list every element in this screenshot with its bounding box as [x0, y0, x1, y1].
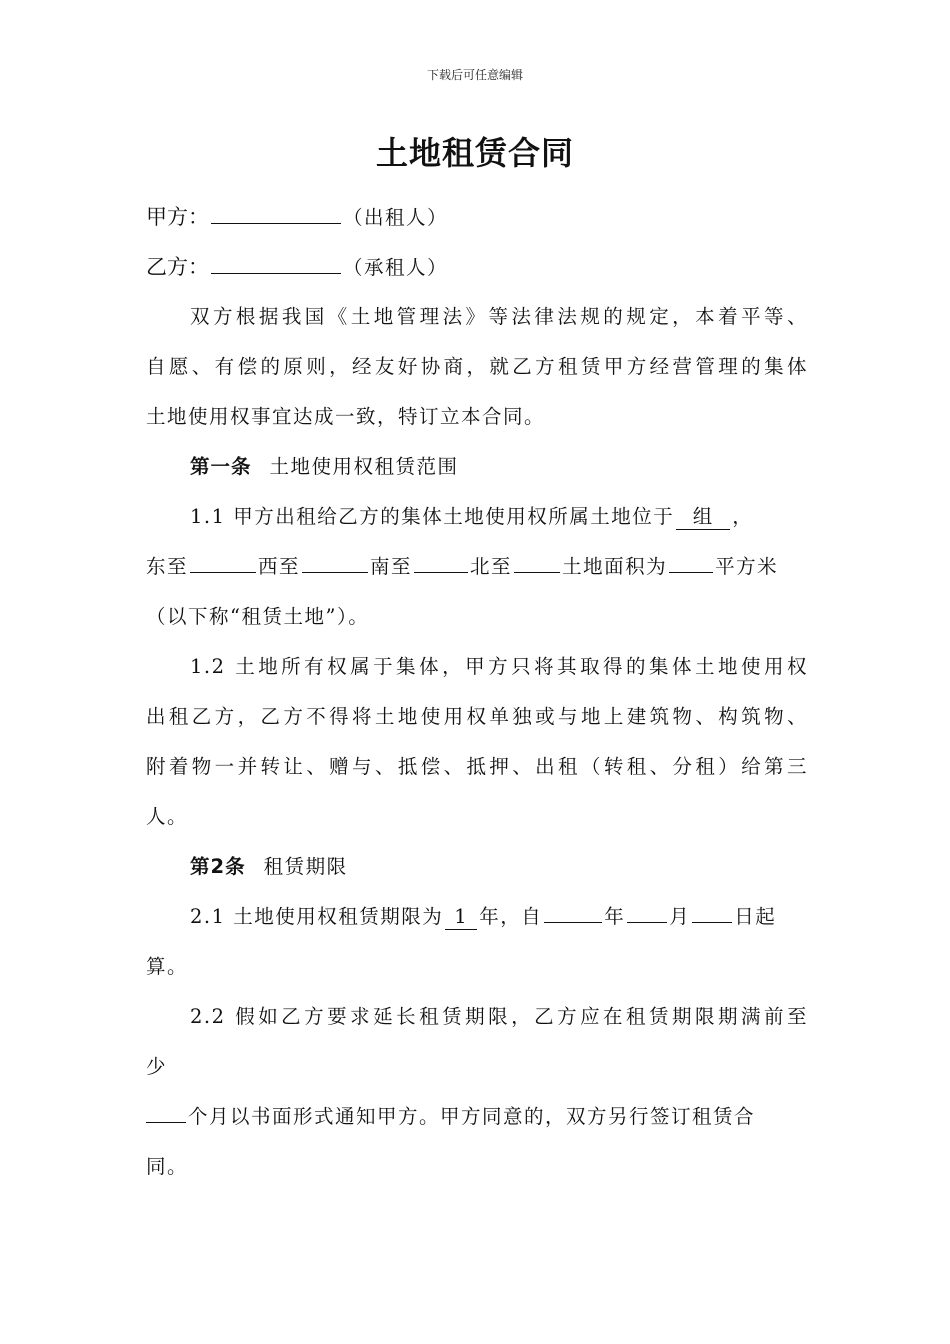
- article1-number: 第一条: [190, 455, 252, 478]
- party-a-blank: [211, 199, 341, 224]
- year-label: 年: [604, 905, 626, 928]
- month-label: 月: [669, 905, 691, 928]
- clause-1-1-prefix: 1.1 甲方出租给乙方的集体土地使用权所属土地位于: [190, 505, 675, 528]
- preamble-line-1: 双方根据我国《土地管理法》等法律法规的规定，本着平等、: [190, 305, 808, 328]
- clause-2-2-line-2: 少: [146, 1055, 168, 1078]
- day-label: 日起: [734, 905, 777, 928]
- north-blank: [514, 548, 560, 573]
- south-blank: [414, 548, 468, 573]
- north-label: 北至: [470, 555, 513, 578]
- area-label: 土地面积为: [562, 555, 668, 578]
- party-a-label: 甲方：: [146, 205, 209, 229]
- article2-number: 第2条: [190, 855, 246, 878]
- notice-months-blank: [146, 1098, 186, 1123]
- clause-1-1-line-2: [146, 542, 808, 592]
- east-blank: [190, 548, 256, 573]
- party-b-label: 乙方：: [146, 255, 209, 279]
- clause-2-1-prefix: 2.1 土地使用权租赁期限为: [190, 905, 444, 928]
- contract-body: [146, 192, 808, 1192]
- clause-1-1-line-3: （以下称“租赁土地”）。: [146, 605, 370, 628]
- party-b-role: （承租人）: [343, 256, 449, 279]
- area-unit: 平方米: [715, 555, 779, 578]
- location-fill: 组: [676, 505, 730, 530]
- header-note: 下载后可任意编辑: [426, 68, 523, 82]
- article1-heading: [146, 442, 808, 492]
- start-year-blank: [544, 898, 602, 923]
- clause-2-1-mid: 年，自: [479, 905, 543, 928]
- clause-2-2-line-4: 同。: [146, 1155, 189, 1178]
- clause-1-2-line-1: 1.2 土地所有权属于集体，甲方只将其取得的集体土地使用权: [190, 655, 808, 678]
- east-label: 东至: [146, 555, 189, 578]
- article1-title: 土地使用权租赁范围: [269, 455, 459, 478]
- clause-2-2-line-3-text: 个月以书面形式通知甲方。甲方同意的，双方另行签订租赁合: [188, 1105, 756, 1128]
- west-blank: [302, 548, 368, 573]
- article2-title: 租赁期限: [263, 855, 348, 878]
- clause-1-2-line-4: 人。: [146, 805, 189, 828]
- area-blank: [669, 548, 713, 573]
- party-a-role: （出租人）: [343, 206, 449, 229]
- clause-1-1-line-1: [146, 492, 808, 542]
- clause-2-2-line-1: 2.2 假如乙方要求延长租赁期限，乙方应在租赁期限期满前至: [190, 1005, 808, 1028]
- start-month-blank: [627, 898, 667, 923]
- clause-1-2-line-2: 出租乙方，乙方不得将土地使用权单独或与地上建筑物、构筑物、: [146, 705, 808, 728]
- west-label: 西至: [258, 555, 301, 578]
- party-a-line: [146, 192, 808, 242]
- clause-1-1-suffix: ，: [732, 505, 754, 528]
- page-title: 土地租赁合同: [375, 134, 574, 172]
- lease-years: 1: [445, 905, 477, 930]
- party-b-line: [146, 242, 808, 292]
- preamble-line-2: 自愿、有偿的原则，经友好协商，就乙方租赁甲方经营管理的集体: [146, 355, 808, 378]
- preamble-line-3: 土地使用权事宜达成一致，特订立本合同。: [146, 405, 546, 428]
- clause-2-1-line-1: [146, 892, 808, 942]
- clause-2-2-line-3: [146, 1092, 808, 1142]
- party-b-blank: [211, 249, 341, 274]
- article2-heading: [146, 842, 808, 892]
- start-day-blank: [692, 898, 732, 923]
- south-label: 南至: [370, 555, 413, 578]
- clause-1-2-line-3: 附着物一并转让、赠与、抵偿、抵押、出租（转租、分租）给第三: [146, 755, 808, 778]
- clause-2-1-line-2: 算。: [146, 955, 189, 978]
